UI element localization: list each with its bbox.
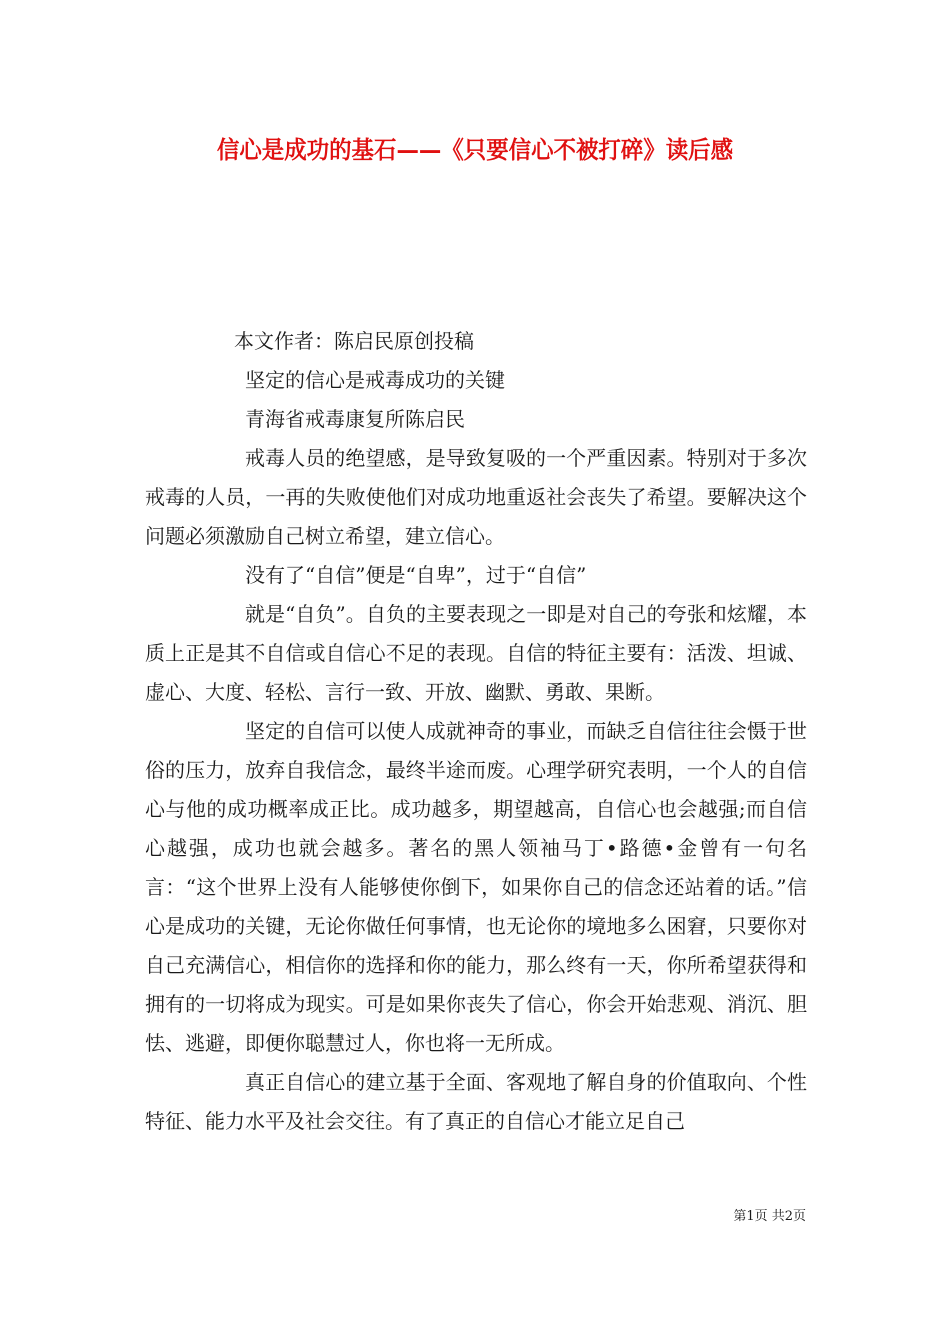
paragraph: 没有了“自信”便是“自卑”，过于“自信”	[245, 563, 587, 587]
affiliation: 青海省戒毒康复所陈启民	[245, 407, 465, 431]
paragraph: 戒毒人员的绝望感，是导致复吸的一个严重因素。特别对于多次戒毒的人员，一再的失败使他们对成功地重返社会丧失了希望。要解决这个问题必须激励自己树立希望，建立信心。	[145, 446, 807, 548]
subtitle: 坚定的信心是戒毒成功的关键	[245, 368, 505, 392]
author-line: 本文作者：陈启民原创投稿	[234, 329, 474, 353]
paragraph: 真正自信心的建立基于全面、客观地了解自身的价值取向、个性特征、能力水平及社会交往。有了真正的自信心才能立足自己	[145, 1070, 807, 1133]
document-body	[145, 322, 807, 1141]
paragraph: 坚定的自信可以使人成就神奇的事业，而缺乏自信往往会慑于世俗的压力，放弃自我信念，最终半途而废。心理学研究表明，一个人的自信心与他的成功概率成正比。成功越多，期望越高，自信心也会越强;而自信心越强，成功也就会越多。著名的黑人领袖马丁•路德•金曾有一句名言：“这个世界上没有人能够使你倒下，如果你自己的信念还站着的话。”信心是成功的关键，无论你做任何事情，也无论你的境地多么困窘，只要你对自己充满信心，相信你的选择和你的能力，那么终有一天，你所希望获得和拥有的一切将成为现实。可是如果你丧失了信心，你会开始悲观、消沉、胆怯、逃避，即便你聪慧过人，你也将一无所成。	[145, 719, 807, 1055]
page-number: 第1页 共2页	[733, 1209, 806, 1224]
document-title: 信心是成功的基石——《只要信心不被打碎》读后感	[216, 135, 734, 164]
paragraph: 就是“自负”。自负的主要表现之一即是对自己的夸张和炫耀，本质上正是其不自信或自信心不足的表现。自信的特征主要有：活泼、坦诚、虚心、大度、轻松、言行一致、开放、幽默、勇敢、果断。	[145, 602, 807, 704]
